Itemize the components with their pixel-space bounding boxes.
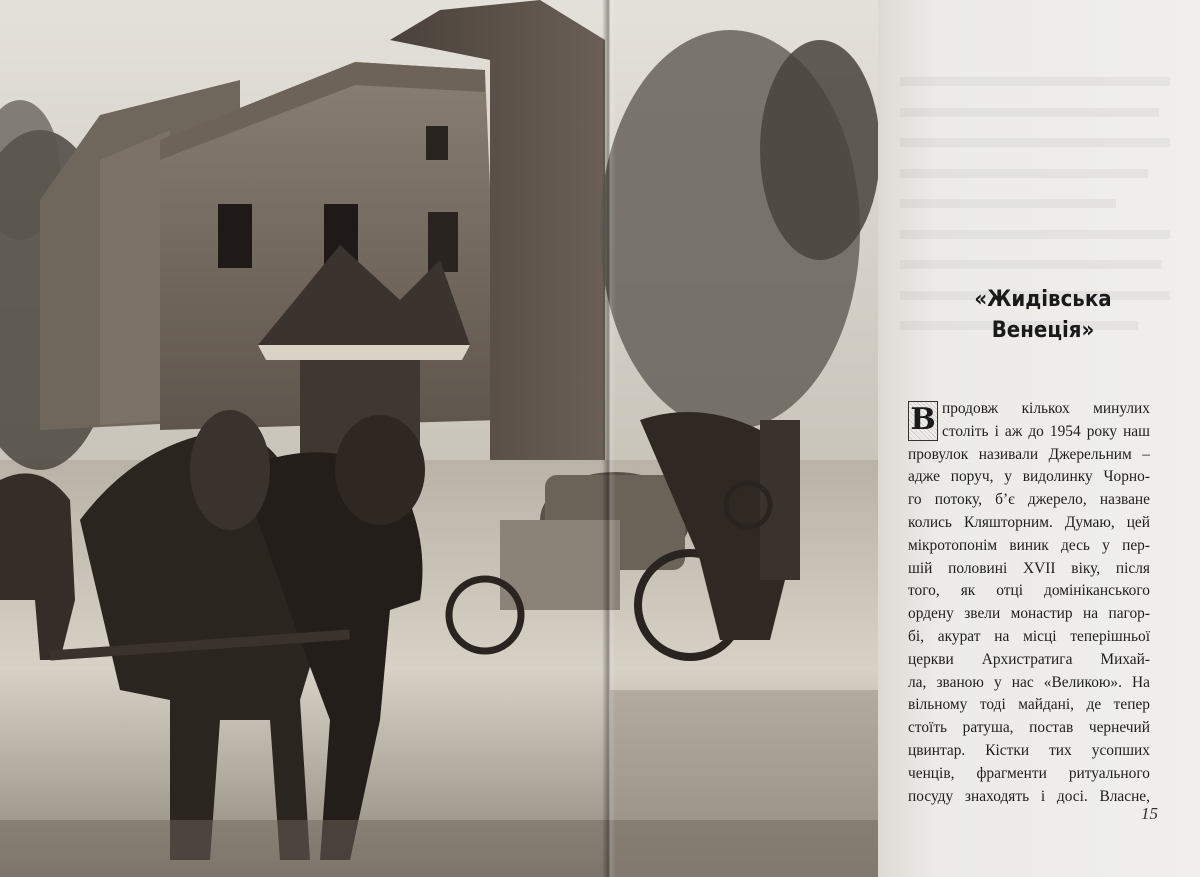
paragraph-line: посуду знаходять і досі. Власне, [908, 787, 1150, 805]
paragraph-line: шій половині XVII віку, після [908, 559, 1150, 577]
paragraph-line: століть і аж до 1954 року наш [942, 422, 1150, 440]
heading-line-2: Венеція» [991, 318, 1095, 343]
paragraph-line: го потоку, б’є джерело, назване [908, 491, 1150, 509]
paragraph-line: провулок називали Джерельним – [908, 445, 1150, 463]
paragraph-line: того, як отці домініканського [908, 582, 1150, 600]
paragraph-line: цвинтар. Кістки тих усопших [908, 741, 1150, 759]
drop-cap: В [908, 401, 938, 441]
paragraph-line: стоїть ратуша, постав чернечий [908, 719, 1150, 737]
paragraph-line: продовж кількох минулих [942, 400, 1150, 417]
paragraph-line: адже поруч, у видолинку Чорно- [908, 468, 1150, 486]
paragraph-line: ордену звели монастир на пагор- [908, 605, 1150, 623]
paragraph-line: колись Кляшторним. Думаю, цей [908, 513, 1150, 531]
paragraph-line: церкви Архистратига Михай- [908, 650, 1150, 668]
paragraph-line: ла, званою у нас «Великою». На [908, 673, 1150, 691]
heading-line-1: «Жидівська [974, 287, 1112, 312]
chapter-heading [922, 284, 1165, 346]
page-number: 15 [1141, 804, 1158, 823]
paragraph-line: вільному тоді майдані, де тепер [908, 696, 1150, 714]
paragraph-line: ченців, фрагменти ритуального [908, 764, 1150, 782]
paragraph-line: бі, акурат на місці теперішньої [908, 627, 1150, 645]
paragraph-line: мікротопонім виник десь у пер- [908, 536, 1150, 554]
body-paragraph [908, 398, 1150, 808]
text-page [878, 0, 1200, 877]
